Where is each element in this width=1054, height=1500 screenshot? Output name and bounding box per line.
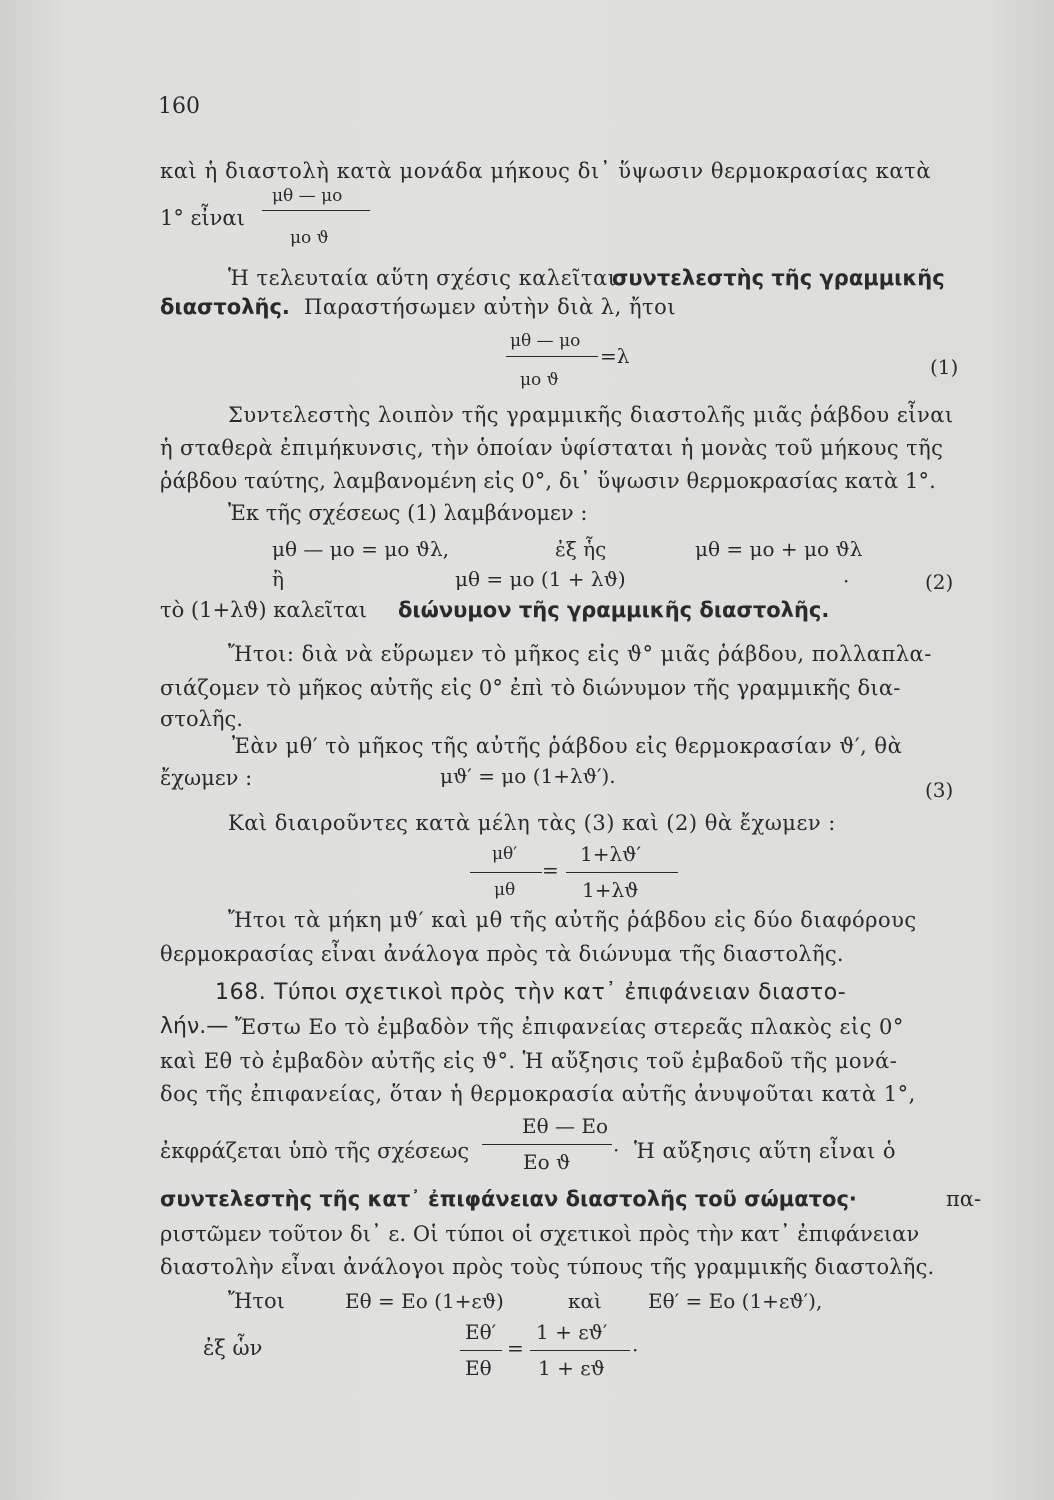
formula-numerator: μθ′	[492, 844, 518, 864]
formula-numerator: Εθ′	[465, 1320, 497, 1344]
text-line: Παραστήσωμεν αὐτὴν διὰ λ, ἤτοι	[304, 295, 677, 319]
text-line: ῥάβδου ταύτης, λαμβανομένη εἰς 0°, δι᾽ ὕψωσιν θερμοκρασίας κατὰ 1°.	[160, 469, 936, 493]
formula: μθ — μο = μο ϑλ,	[272, 537, 449, 561]
formula-numerator: μθ — μο	[510, 331, 581, 351]
formula-text: καὶ	[568, 1289, 602, 1313]
bold-term: συντελεστὴς τῆς κατ᾽ ἐπιφάνειαν διαστολῆς τοῦ σώματος·	[160, 1187, 857, 1211]
text-line: διαστολὴν εἶναι ἀνάλογοι πρὸς τοὺς τύπους τῆς γραμμικῆς διαστολῆς.	[160, 1255, 935, 1279]
text-line: Ἔστω Εο τὸ ἐμβαδὸν τῆς ἐπιφανείας στερεᾶς πλακὸς εἰς 0°	[235, 1015, 904, 1039]
text-line: καὶ ἡ διαστολὴ κατὰ μονάδα μήκους δι᾽ ὕψωσιν θερμοκρασίας κατὰ	[160, 159, 932, 183]
equation-tag: (1)	[930, 355, 959, 379]
text-line: τὸ (1+λϑ) καλεῖται	[160, 598, 368, 622]
formula-denominator: μθ	[494, 880, 516, 900]
formula: Εθ′ = Εο (1+εϑ′),	[648, 1289, 823, 1313]
text-line: Ἤτοι	[228, 1289, 285, 1313]
formula: μθ = μο (1 + λϑ)	[455, 567, 626, 591]
bold-term: διαστολῆς.	[160, 295, 290, 319]
formula-numerator: Εθ — Εο	[522, 1114, 608, 1138]
fraction-bar	[262, 210, 370, 211]
text-line: Καὶ διαιροῦντες κατὰ μέλη τὰς (3) καὶ (2) θὰ ἔχωμεν :	[228, 811, 836, 835]
formula-dot: ·	[843, 569, 850, 593]
fraction-bar	[470, 872, 542, 873]
text-line: καὶ Εθ τὸ ἐμβαδὸν αὐτῆς εἰς ϑ°. Ἡ αὔξησις τοῦ ἐμβαδοῦ τῆς μονά-	[160, 1049, 898, 1073]
text-line: Ἤτοι: διὰ νὰ εὕρωμεν τὸ μῆκος εἰς ϑ° μιᾶς ῥάβδου, πολλαπλα-	[228, 642, 932, 666]
section-heading: λήν.—	[160, 1014, 229, 1039]
formula-text: ἢ	[272, 567, 284, 591]
formula-denominator: μο ϑ	[520, 370, 559, 390]
text-line: στολῆς.	[160, 707, 243, 731]
formula-rhs: =λ	[600, 344, 630, 368]
formula-dot: ·	[613, 1138, 620, 1162]
formula-denominator: 1 + εϑ	[538, 1356, 605, 1380]
text-line: ἐκφράζεται ὑπὸ τῆς σχέσεως	[160, 1139, 470, 1163]
text-line: ἡ σταθερὰ ἐπιμήκυνσις, τὴν ὁποίαν ὑφίσταται ἡ μονὰς τοῦ μήκους τῆς	[160, 436, 944, 460]
equation-tag: (3)	[925, 778, 954, 802]
formula: Εθ = Εο (1+εϑ)	[345, 1289, 504, 1313]
formula-text: ἐξ ἧς	[555, 537, 607, 561]
fraction-bar	[460, 1350, 502, 1351]
formula-equals: =	[542, 858, 559, 882]
text-line: δος τῆς ἐπιφανείας, ὅταν ἡ θερμοκρασία αὐτῆς ἀνυψοῦται κατὰ 1°,	[160, 1082, 916, 1106]
fraction-bar	[506, 356, 598, 357]
formula-denominator: Εο ϑ	[523, 1150, 571, 1174]
formula-equals: =	[507, 1336, 524, 1360]
formula-numerator: 1 + εϑ′	[536, 1320, 608, 1344]
text-line: Ἐκ τῆς σχέσεως (1) λαμβάνομεν :	[228, 501, 588, 525]
text-line: ἔχωμεν :	[160, 766, 253, 790]
bold-term: διώνυμον τῆς γραμμικῆς διαστολῆς.	[398, 598, 830, 622]
text-line: Ἡ τελευταία αὕτη σχέσις καλεῖται	[228, 266, 617, 290]
text-line: Ἤτοι τὰ μήκη μϑ′ καὶ μθ τῆς αὐτῆς ῥάβδου εἰς δύο διαφόρους	[228, 908, 917, 932]
text-line: ἐξ ὧν	[203, 1336, 263, 1360]
text-line: Ἐὰν μθ′ τὸ μῆκος τῆς αὐτῆς ῥάβδου εἰς θερμοκρασίαν ϑ′, θὰ	[232, 734, 903, 758]
fraction-bar	[482, 1144, 612, 1145]
bold-term: συντελεστὴς τῆς γραμμικῆς	[612, 266, 945, 290]
text-line: ριστῶμεν τοῦτον δι᾽ ε. Οἱ τύποι οἱ σχετικοὶ πρὸς τὴν κατ᾽ ἐπιφάνειαν	[160, 1222, 920, 1246]
formula: μϑ′ = μο (1+λϑ′).	[440, 764, 616, 788]
formula-dot: ·	[632, 1338, 639, 1362]
fraction-bar	[530, 1350, 630, 1351]
text-line: πα-	[946, 1187, 982, 1211]
text-line: Συντελεστὴς λοιπὸν τῆς γραμμικῆς διαστολῆς μιᾶς ῥάβδου εἶναι	[228, 403, 954, 427]
formula-denominator: Εθ	[465, 1356, 492, 1380]
section-heading: 168. Τύποι σχετικοὶ πρὸς τὴν κατ᾽ ἐπιφάνειαν διαστο-	[215, 980, 847, 1005]
formula-numerator: 1+λϑ′	[580, 842, 641, 866]
text-line: 1° εἶναι	[160, 206, 245, 230]
text-line: σιάζομεν τὸ μῆκος αὐτῆς εἰς 0° ἐπὶ τὸ διώνυμον τῆς γραμμικῆς δια-	[160, 676, 901, 700]
formula-denominator: μο ϑ	[290, 228, 329, 248]
formula-denominator: 1+λϑ	[582, 878, 639, 902]
text-line: Ἡ αὔξησις αὕτη εἶναι ὁ	[634, 1139, 897, 1163]
formula-numerator: μθ — μο	[272, 186, 343, 206]
page-number: 160	[158, 94, 200, 119]
text-line: θερμοκρασίας εἶναι ἀνάλογα πρὸς τὰ διώνυμα τῆς διαστολῆς.	[160, 942, 844, 966]
fraction-bar	[566, 872, 678, 873]
equation-tag: (2)	[925, 570, 954, 594]
formula: μθ = μο + μο ϑλ	[695, 537, 863, 561]
